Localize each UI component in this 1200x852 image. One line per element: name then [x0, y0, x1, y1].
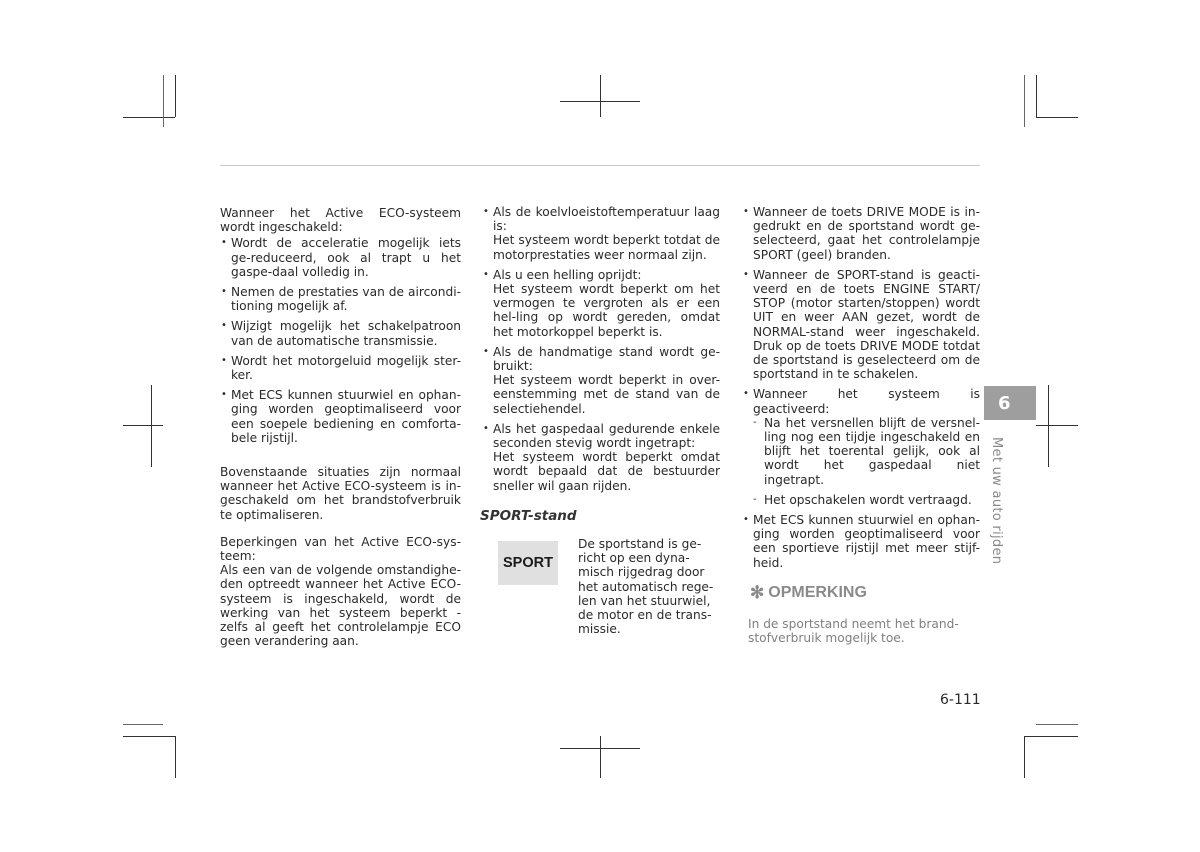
condition-text: Als u een helling oprijdt: — [493, 267, 642, 282]
list-item: • Wanneer de toets DRIVE MODE is in-gedrukt en de sportstand wordt ge-selecteerd, gaat het controlelampje SPORT (geel) branden. — [742, 205, 980, 262]
list-item — [482, 205, 720, 262]
condition-text: Als de koelvloeistoftemperatuur laag is: — [493, 205, 720, 234]
list-item-text: Wanneer het systeem is geactiveerd: — [753, 387, 980, 416]
note-heading — [750, 582, 980, 602]
sport-mode-heading: SPORT-stand — [480, 507, 577, 524]
condition-effect: Het systeem wordt beperkt in over-eenstemming met de stand van de selectiehendel. — [493, 373, 720, 416]
list-item: • Wijzigt mogelijk het schakelpatroon van de automatische transmissie. — [220, 319, 461, 347]
sport-indicator-badge: SPORT — [498, 541, 558, 585]
eco-enabled-heading: Wanneer het Active ECO-systeem wordt ingeschakeld: — [220, 206, 461, 235]
eco-normal-paragraph: Bovenstaande situaties zijn normaal wanneer het Active ECO-systeem is in-geschakeld om het brandstofverbruik te optimaliseren. — [220, 465, 461, 522]
list-item — [742, 387, 980, 507]
condition-effect: Het systeem wordt beperkt omdat wordt bepaald dat de bestuurder sneller wil gaan rijden. — [493, 450, 720, 493]
condition-effect: Het systeem wordt beperkt totdat de motorprestaties weer normaal zijn. — [493, 233, 720, 262]
list-item — [482, 345, 720, 416]
condition-text: Als de handmatige stand wordt ge-bruikt: — [493, 344, 720, 374]
sub-list-item: - Het opschakelen wordt vertraagd. — [753, 493, 980, 507]
sport-mode-description: De sportstand is ge-richt op een dyna-misch rijgedrag door het automatisch rege-len van het stuurwiel, de motor en de trans-missie. — [578, 537, 714, 637]
page-number: 6-111 — [940, 692, 981, 708]
eco-limits-paragraph: Als een van de volgende omstandighe-den optreedt wanneer het Active ECO-systeem is ingeschakeld, wordt de werking van het systeem beperkt - zelfs al geeft het controlelampje ECO geen verandering aan. — [220, 563, 461, 649]
asterisk-icon: ✻ — [750, 582, 765, 602]
sub-list-item: - Na het versnellen blijft de versnel-ling nog een tijdje ingeschakeld en blijft het toerental gelijk, ook al wordt het gaspedaal niet ingetrapt. — [753, 416, 980, 487]
list-item: • Wordt de acceleratie mogelijk iets ge-reduceerd, ook al trapt u het gaspe-daal volledig in. — [220, 236, 461, 279]
sub-list — [753, 416, 980, 507]
list-item: • Wanneer de SPORT-stand is geacti-veerd en de toets ENGINE START/ STOP (motor starten/stoppen) wordt UIT en weer AAN gezet, wordt de NORMAL-stand weer ingeschakeld. Druk op de toets DRIVE MODE totdat de sportstand is geselecteerd om de sportstand in te schakelen. — [742, 268, 980, 382]
sport-mode-list — [742, 205, 980, 570]
eco-limits-list — [482, 205, 720, 493]
list-item: • Wordt het motorgeluid mogelijk ster-ker. — [220, 354, 461, 382]
list-item — [482, 268, 720, 339]
header-rule — [220, 165, 980, 166]
column-middle — [482, 205, 720, 636]
note-title: OPMERKING — [768, 583, 867, 601]
list-item: • Met ECS kunnen stuurwiel en ophan-ging worden geoptimaliseerd voor een sportieve rijstijl met meer stijf-heid. — [742, 513, 980, 570]
chapter-tab: 6 — [984, 386, 1036, 420]
sport-mode-block — [482, 537, 720, 636]
column-right — [742, 205, 980, 645]
eco-limits-heading: Beperkingen van het Active ECO-sys-teem: — [220, 534, 461, 564]
list-item: • Nemen de prestaties van de aircondi-tioning mogelijk af. — [220, 285, 461, 313]
eco-effects-list — [220, 236, 461, 445]
chapter-title: Met uw auto rijden — [989, 437, 1004, 565]
note-text: In de sportstand neemt het brand-stofverbruik mogelijk toe. — [748, 617, 959, 646]
column-left — [220, 206, 461, 661]
list-item — [482, 422, 720, 493]
condition-effect: Het systeem wordt beperkt om het vermogen te vergroten als er een hel-ling op wordt gereden, omdat het motorkoppel beperkt is. — [493, 282, 720, 339]
list-item: • Met ECS kunnen stuurwiel en ophan-ging worden geoptimaliseerd voor een soepele bediening en comforta-bele rijstijl. — [220, 388, 461, 445]
condition-text: Als het gaspedaal gedurende enkele seconden stevig wordt ingetrapt: — [493, 421, 720, 451]
